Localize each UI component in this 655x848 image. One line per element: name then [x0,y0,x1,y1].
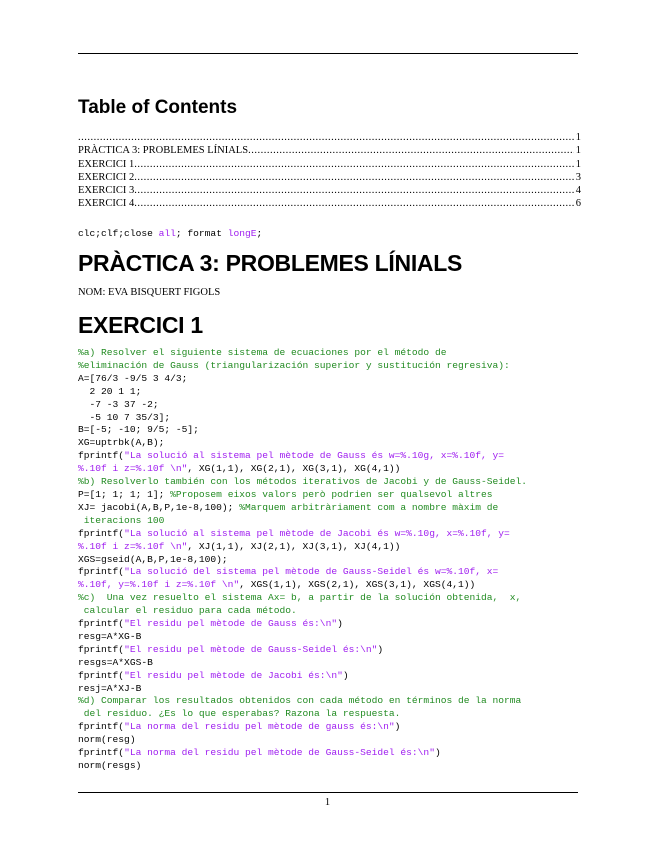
toc-entry-page: 3 [575,171,581,183]
code-line [78,566,527,579]
code-comment: iteracions 100 [78,514,165,526]
code-line: 2 20 1 1; [78,385,142,397]
code-text: ) [394,721,401,733]
toc-entry-label: EXERCICI 1 [78,158,135,170]
toc-entry[interactable] [78,171,581,184]
code-text: ) [434,747,441,759]
code-text: fprintf( [78,566,125,578]
code-line: resj=A*XJ-B [78,682,142,694]
toc-leader-dots [78,131,574,144]
code-comment: %d) Comparar los resultados obtenidos con cada método en términos de la norma [78,695,522,707]
code-line [78,670,527,683]
code-line: resgs=A*XGS-B [78,656,153,668]
matlab-code-block [78,347,527,773]
page-number: 1 [324,797,331,808]
code-string: "El residu pel mètode de Gauss és:\n" [124,618,338,630]
code-line [78,515,527,528]
code-text: fprintf( [78,747,125,759]
code-line: -7 -3 37 -2; [78,398,159,410]
code-line [78,360,527,373]
toc-entry-label: EXERCICI 2 [78,171,135,183]
code-keyword: longE [227,228,257,239]
code-line [78,605,527,618]
toc-leader-dots [134,197,573,210]
toc-entry-page: 1 [575,132,581,143]
header-rule [78,53,578,54]
code-text: fprintf( [78,643,125,655]
code-string: "La norma del residu pel mètode de Gauss-Seidel és:\n" [124,747,435,759]
toc-entry-label: EXERCICI 3 [78,185,135,197]
code-line: A=[76/3 -9/5 3 4/3; [78,372,188,384]
code-line [78,450,527,463]
code-comment: %c) Una vez resuelto el sistema Ax= b, a partir de la solución obtenida, x, [78,592,522,604]
toc-leader-dots [248,144,574,157]
code-text: fprintf( [78,669,125,681]
code-line: -5 10 7 35/3]; [78,411,171,423]
code-text: fprintf( [78,450,125,462]
toc-entry-page: 1 [575,158,581,170]
code-string: "La norma del residu pel mètode de gauss és:\n" [124,721,395,733]
code-line [78,541,527,554]
code-line [78,476,527,489]
toc-leader-dots [134,171,573,184]
code-line: XGS=gseid(A,B,P,1e-8,100); [78,553,228,565]
toc-entry[interactable] [78,158,581,171]
code-text: fprintf( [78,527,125,539]
code-line [78,592,527,605]
code-line: B=[-5; -10; 9/5; -5]; [78,424,199,436]
init-command-line [78,228,262,241]
toc-entry-label: EXERCICI 4 [78,198,135,210]
code-string: "La solució del sistema pel mètode de Gauss-Seidel és w=%.10f, x= [124,566,499,578]
code-line [78,695,527,708]
toc-title: Table of Contents [78,97,238,118]
code-line [78,644,527,657]
code-line [78,489,527,502]
code-text: clc;clf;close [78,228,159,239]
code-line [78,721,527,734]
toc-leader-dots [134,184,573,197]
code-text: ; format [175,228,228,239]
code-text: ) [377,643,384,655]
toc-entry[interactable] [78,184,581,197]
section-heading-exercici-1: EXERCICI 1 [78,312,203,338]
toc-entry-page: 4 [575,185,581,197]
code-string: "El residu pel mètode de Jacobi és:\n" [124,669,343,681]
code-comment: %Proposem eixos valors però podrien ser qualsevol altres [170,488,493,500]
code-line: resg=A*XG-B [78,630,142,642]
code-text: XJ= jacobi(A,B,P,1e-8,100); [78,501,240,513]
code-text: , XG(1,1), XG(2,1), XG(3,1), XG(4,1)) [187,463,401,475]
code-text: P=[1; 1; 1; 1]; [78,488,171,500]
code-line: norm(resg) [78,734,136,746]
code-text: fprintf( [78,618,125,630]
code-text: ; [256,228,263,239]
toc-entry-label: PRÀCTICA 3: PROBLEMES LÍNIALS [78,145,249,157]
code-text: , XGS(1,1), XGS(2,1), XGS(3,1), XGS(4,1)) [239,579,476,591]
code-string: %.10f i z=%.10f \n" [78,540,188,552]
toc-leader-dots [134,158,573,171]
table-of-contents [78,131,581,211]
code-line: XG=uptrbk(A,B); [78,437,165,449]
footer-rule [78,792,578,793]
code-line [78,347,527,360]
toc-entry-page: 1 [575,145,581,157]
code-string: %.10f, y=%.10f i z=%.10f \n" [78,579,240,591]
toc-entry[interactable] [78,144,581,157]
code-comment: del residuo. ¿Es lo que esperabas? Razona la respuesta. [78,708,401,720]
code-line [78,579,527,592]
code-line [78,618,527,631]
code-line [78,528,527,541]
author-name-line: NOM: EVA BISQUERT FIGOLS [78,287,221,298]
toc-entry[interactable] [78,131,581,144]
toc-entry-page: 6 [575,198,581,210]
code-string: %.10f i z=%.10f \n" [78,463,188,475]
code-comment: calcular el residuo para cada método. [78,605,297,617]
code-string: "El residu pel mètode de Gauss-Seidel és:\n" [124,643,378,655]
toc-entry[interactable] [78,197,581,210]
code-line [78,747,527,760]
code-line: norm(resgs) [78,760,142,771]
code-comment: %a) Resolver el siguiente sistema de ecuaciones por el método de [78,347,447,358]
code-comment: %eliminación de Gauss (triangularización superior y sustitución regresiva): [78,359,510,371]
code-string: "La solució al sistema pel mètode de Jacobi és w=%.10g, x=%.10f, y= [124,527,510,539]
code-line [78,463,527,476]
code-comment: %b) Resolverlo también con los métodos iterativos de Jacobi y de Gauss-Seidel. [78,476,528,488]
code-text: fprintf( [78,721,125,733]
code-line [78,708,527,721]
code-text: ) [342,669,349,681]
code-text: , XJ(1,1), XJ(2,1), XJ(3,1), XJ(4,1)) [187,540,401,552]
code-keyword: all [158,228,176,239]
code-string: "La solució al sistema pel mètode de Gauss és w=%.10g, x=%.10f, y= [124,450,505,462]
code-comment: %Marquem arbitràriament com a nombre màxim de [239,501,499,513]
section-heading-practica: PRÀCTICA 3: PROBLEMES LÍNIALS [78,250,463,276]
code-line [78,502,527,515]
code-text: ) [337,618,343,630]
